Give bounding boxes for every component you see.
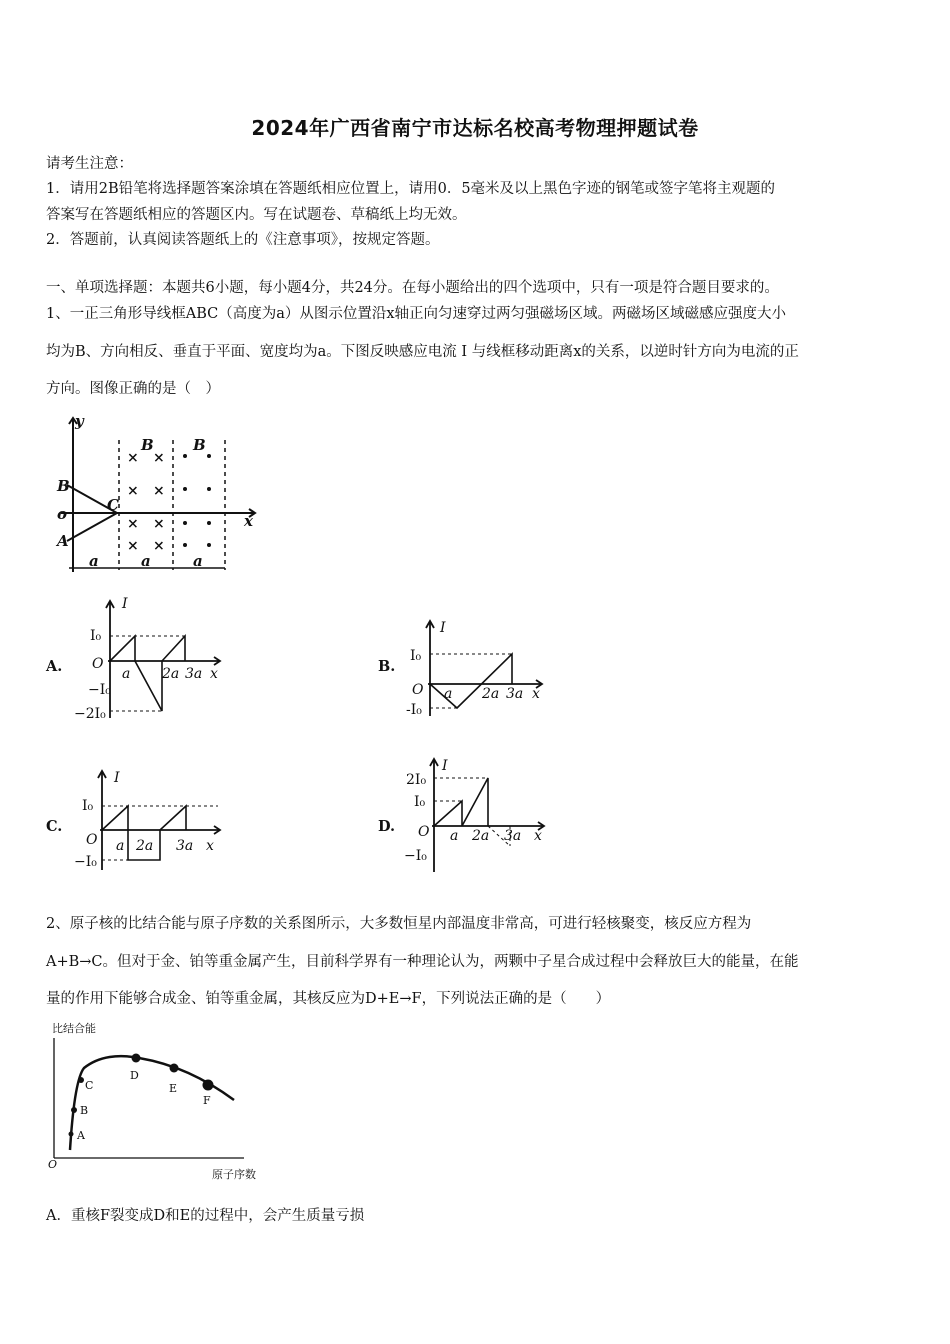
tick-neg-I0: −I₀ <box>404 848 427 864</box>
option-b-label[interactable]: B. <box>378 658 396 675</box>
option-c-label[interactable]: C. <box>46 818 63 835</box>
axis-label-x: x <box>532 686 540 702</box>
cross-marks <box>127 450 165 554</box>
svg-text:×: × <box>127 538 139 554</box>
q1-figure <box>55 410 265 580</box>
label-field-B1: B <box>141 436 154 454</box>
axis-label-x: x <box>206 838 214 854</box>
option-a-graph[interactable] <box>70 596 230 724</box>
origin-O: O <box>412 682 424 698</box>
axis-label-I: I <box>440 620 446 636</box>
tick-2a: 2a <box>472 828 490 844</box>
tick-3a: 3a <box>504 828 522 844</box>
option-d-graph[interactable] <box>402 756 552 876</box>
point-label-B: B <box>80 1104 89 1117</box>
tick-3a: 3a <box>185 666 203 682</box>
label-o: o <box>57 505 68 523</box>
tick-neg-I0: −I₀ <box>74 854 97 870</box>
origin-O: O <box>418 824 430 840</box>
tick-3a: 3a <box>506 686 524 702</box>
notice-item: 2．答题前，认真阅读答题纸上的《注意事项》，按规定答题。 <box>46 232 440 248</box>
tick-a: a <box>116 838 125 854</box>
origin-O: O <box>48 1158 58 1171</box>
point-label-F: F <box>203 1094 211 1107</box>
axis-label-I: I <box>122 596 128 612</box>
option-a-label[interactable]: A. <box>46 658 63 675</box>
tick-2a: 2a <box>162 666 180 682</box>
label-x: x <box>244 512 253 530</box>
dot-marks <box>183 454 211 547</box>
svg-text:×: × <box>127 450 139 466</box>
tick-2a: 2a <box>482 686 500 702</box>
tick-neg-I0: −I₀ <box>88 682 111 698</box>
label-width-a3: a <box>193 552 203 570</box>
current-curve <box>434 778 488 826</box>
notice-heading: 请考生注意： <box>46 156 133 172</box>
svg-text:×: × <box>153 538 165 554</box>
svg-text:×: × <box>153 483 165 499</box>
tick-a: a <box>444 686 453 702</box>
point-label-D: D <box>130 1069 139 1082</box>
tick-2a: 2a <box>136 838 154 854</box>
origin-O: O <box>86 832 98 848</box>
axis-label-x: x <box>534 828 542 844</box>
tick-2I0: 2I₀ <box>406 772 427 788</box>
xlabel: 原子序数 <box>212 1168 256 1181</box>
tick-3a: 3a <box>176 838 194 854</box>
tick-I0: I₀ <box>414 794 426 810</box>
label-A: A <box>57 532 69 550</box>
axis-label-I: I <box>442 758 448 774</box>
option-b-graph[interactable] <box>402 616 552 720</box>
tick-I0: I₀ <box>90 628 102 644</box>
tick-a: a <box>450 828 459 844</box>
option-c-graph[interactable] <box>70 766 230 874</box>
svg-text:×: × <box>153 516 165 532</box>
svg-text:×: × <box>127 483 139 499</box>
label-C: C <box>107 496 119 514</box>
question-2-line: A+B→C。但对于金、铂等重金属产生，目前科学界有一种理论认为，两颗中子星合成过程中会释放巨大的能量，在能 <box>46 954 799 970</box>
ylabel: 比结合能 <box>52 1022 96 1035</box>
section-heading: 一、单项选择题：本题共6小题，每小题4分，共24分。在每小题给出的四个选项中，只有一项是符合题目要求的。 <box>46 280 779 296</box>
axis-label-I: I <box>114 770 120 786</box>
point-label-C: C <box>85 1079 94 1092</box>
tick-I0: I₀ <box>410 648 422 664</box>
option-d-label[interactable]: D. <box>378 818 396 835</box>
nucleus-points <box>69 1054 214 1137</box>
origin-O: O <box>92 656 104 672</box>
tick-I0: I₀ <box>82 798 94 814</box>
axis-label-x: x <box>210 666 218 682</box>
point-label-A: A <box>77 1129 85 1142</box>
tick-neg-I0: -I₀ <box>406 702 422 718</box>
notice-item: 答案写在答题纸相应的答题区内。写在试题卷、草稿纸上均无效。 <box>46 207 467 223</box>
notice-item: 1．请用2B铅笔将选择题答案涂填在答题纸相应位置上，请用0．5毫米及以上黑色字迹的钢笔或签字笔将主观题的 <box>46 181 776 197</box>
exam-title: 2024年广西省南宁市达标名校高考物理押题试卷 <box>251 116 699 140</box>
tick-neg-2I0: −2I₀ <box>74 706 106 722</box>
tick-a: a <box>122 666 131 682</box>
question-1-line: 1、一正三角形导线框ABC（高度为a）从图示位置沿x轴正向匀速穿过两匀强磁场区域。两磁场区域磁感应强度大小 <box>46 306 787 322</box>
label-width-a2: a <box>141 552 151 570</box>
current-curve <box>430 654 512 708</box>
question-2-option-a[interactable]: A．重核F裂变成D和E的过程中，会产生质量亏损 <box>46 1208 365 1224</box>
question-2-line: 量的作用下能够合成金、铂等重金属，其核反应为D+E→F，下列说法正确的是（ ） <box>46 991 611 1007</box>
svg-text:×: × <box>153 450 165 466</box>
question-1-line: 均为B、方向相反、垂直于平面、宽度均为a。下图反映感应电流 I 与线框移动距离x的关系，以逆时针方向为电流的正 <box>46 344 799 360</box>
label-y: y <box>75 412 84 430</box>
question-1-line: 方向。图像正确的是（ ） <box>46 381 220 397</box>
point-label-E: E <box>169 1082 178 1095</box>
label-width-a1: a <box>89 552 99 570</box>
label-field-B2: B <box>193 436 206 454</box>
label-B: B <box>57 477 70 495</box>
q2-binding-energy-figure <box>44 1018 274 1188</box>
svg-text:×: × <box>127 516 139 532</box>
question-2-line: 2、原子核的比结合能与原子序数的关系图所示，大多数恒星内部温度非常高，可进行轻核聚变，核反应方程为 <box>46 916 752 932</box>
